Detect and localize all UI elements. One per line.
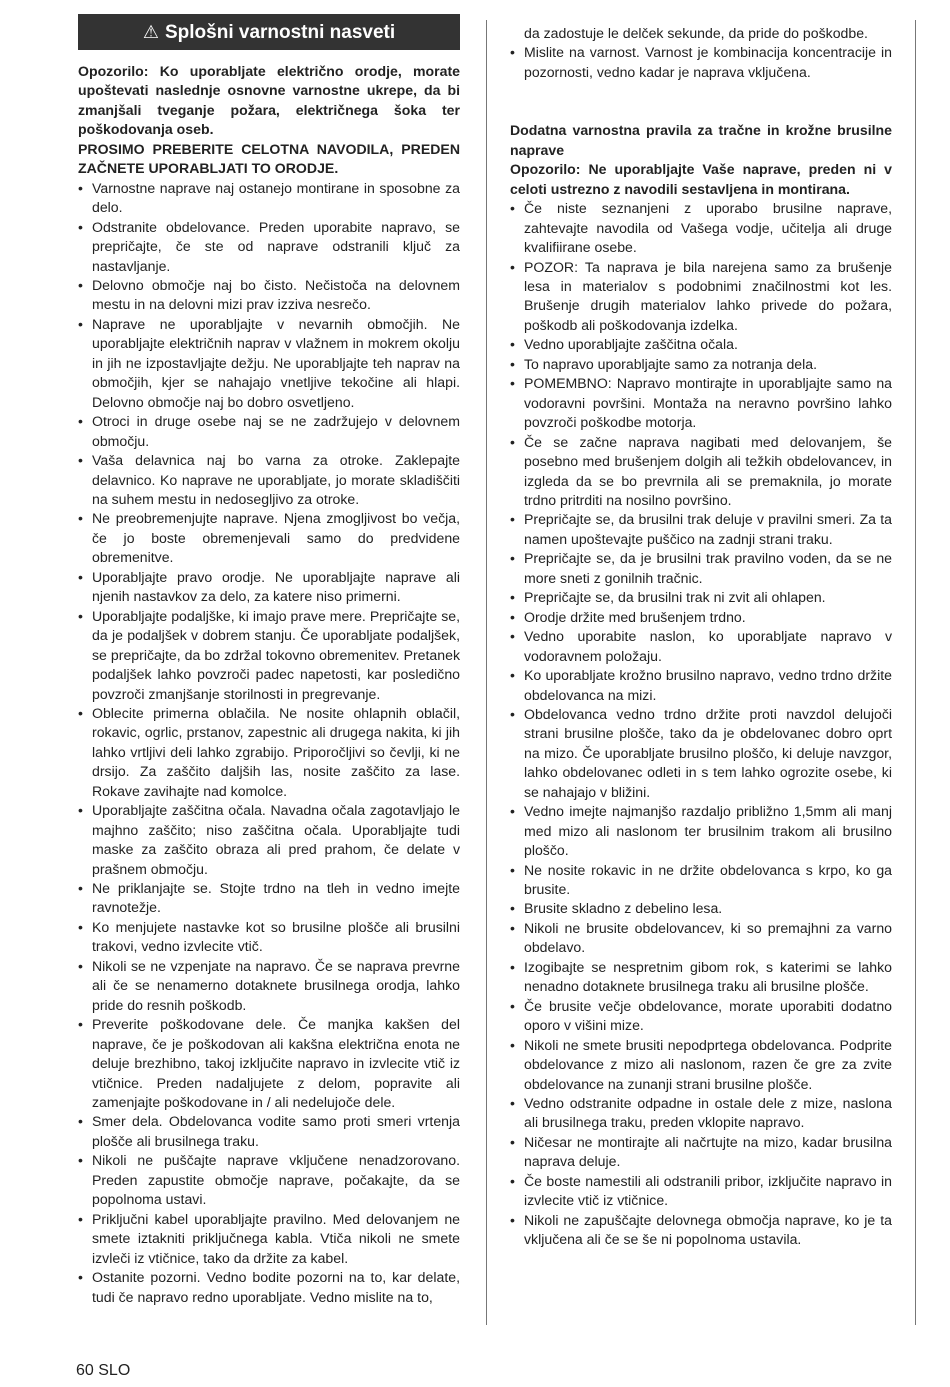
list-item: • Varnostne naprave naj ostanejo montirane in sposobne za delo. <box>78 179 460 218</box>
right-top-bullet-list <box>510 43 892 82</box>
right-bullet-list <box>510 199 892 1249</box>
left-column <box>78 14 460 1307</box>
list-item: • Nikoli ne brusite obdelovancev, ki so premajhni za varno obdelavo. <box>510 919 892 958</box>
continuation-text: da zadostuje le delček sekunde, da pride do poškodbe. <box>524 25 868 41</box>
list-item: • Ne priklanjajte se. Stojte trdno na tleh in vedno imejte ravnotežje. <box>78 879 460 918</box>
list-item: • Uporabljajte podaljške, ki imajo prave mere. Prepričajte se, da je podaljšek v dobrem stanju. Če uporabljate podaljšek, se prepričajte, da bo zdržal tokovno obremenitev. Pretanek podaljšek lahko povzroči padec napetosti, kar posledično povzroči zmanjšanje storilnosti in pregrevanje. <box>78 607 460 704</box>
right-column <box>510 24 892 1250</box>
list-item: • Oblecite primerna oblačila. Ne nosite ohlapnih oblačil, rokavic, ogrlic, prstanov, zapestnic ali drugega nakita, ki jih lahko vrtljivi deli lahko zgrabijo. Priporočljivi so čevlji, ki ne drsijo. Za zaščito daljših las, nosite zaščito za lase. Rokave zavihajte nad komolce. <box>78 704 460 801</box>
page-footer: 60 SLO <box>76 1362 131 1379</box>
column-divider-right <box>915 20 916 1325</box>
list-item: • Delovno območje naj bo čisto. Nečistoča na delovnem mestu in na delovni mizi prav izziva nesrečo. <box>78 276 460 315</box>
section-title-bar <box>78 14 460 50</box>
warning-triangle-icon: ⚠ <box>142 22 159 42</box>
list-item: • Obdelovanca vedno trdno držite proti navzdol delujoči strani brusilne plošče, tako da je obdelovanec dobro oprt na mizo. Če uporabljate brusilno ploščo, ki deluje navzgor, lahko obdelovanec odleti in s tem lahko ogrozite osebe, ki se nahajajo v bližini. <box>510 705 892 802</box>
list-item: • Ostanite pozorni. Vedno bodite pozorni na to, kar delate, tudi če napravo redno uporabljate. Vedno mislite na to, <box>78 1268 460 1307</box>
list-item: • Če niste seznanjeni z uporabo brusilne naprave, zahtevajte navodila od Vašega vodje, učitelja ali druge kvalifiirane osebe. <box>510 199 892 257</box>
list-item: • Vedno odstranite odpadne in ostale dele z mize, naslona ali brusilnega traku, preden vklopite napravo. <box>510 1094 892 1133</box>
section-title: Splošni varnostni nasveti <box>164 22 396 43</box>
list-item: • Preverite poškodovane dele. Če manjka kakšen del naprave, če je poškodovan ali kakšna električna enota ne deluje brezhibno, takoj izključite napravo in izvlecite vtič iz vtičnice. Preden nadaljujete z delom, popravite ali zamenjajte poškodovane in / ali nedelujoče dele. <box>78 1015 460 1112</box>
section-spacer <box>510 82 892 121</box>
list-item: • Ne nosite rokavic in ne držite obdelovanca s krpo, ko ga brusite. <box>510 861 892 900</box>
notice-paragraph: PROSIMO PREBERITE CELOTNA NAVODILA, PREDEN ZAČNETE UPORABLJATI TO ORODJE. <box>78 140 460 177</box>
list-item: • Ne preobremenjujte naprave. Njena zmogljivost bo večja, če jo boste obremenjevali samo do predvidene obremenitve. <box>78 509 460 567</box>
list-item: • Prepričajte se, da je brusilni trak pravilno voden, da se ne more sneti z gonilnih tračnic. <box>510 549 892 588</box>
list-item: • Ko uporabljate krožno brusilno napravo, vedno trdno držite obdelovanca na mizi. <box>510 666 892 705</box>
column-divider-left <box>486 20 487 1325</box>
list-item: • Uporabljajte pravo orodje. Ne uporabljajte naprave ali njenih nastavkov za delo, za katere niso primerni. <box>78 568 460 607</box>
list-item: • Smer dela. Obdelovanca vodite samo proti smeri vrtenja plošče ali brusilnega traku. <box>78 1112 460 1151</box>
list-item: • Naprave ne uporabljajte v nevarnih območjih. Ne uporabljajte električnih naprav v vlažnem in mokrem okolju in jih ne izpostavljajte dežju. Ne uporabljajte teh naprav na območjih, kjer se nahajajo vnetljive tekočine ali hlapi. Delovno območje naj bo dobro osvetljeno. <box>78 315 460 412</box>
list-item: • Odstranite obdelovance. Preden uporabite napravo, se prepričajte, če ste od naprave odstranili ključ za nastavljanje. <box>78 218 460 276</box>
list-item: • Če brusite večje obdelovance, morate uporabiti dodatno oporo v višini mize. <box>510 997 892 1036</box>
list-item: • Če boste namestili ali odstranili pribor, izključite napravo in izvlecite vtič iz vtičnice. <box>510 1172 892 1211</box>
list-item: • Vedno imejte najmanjšo razdaljo približno 1,5mm ali manj med mizo ali naslonom ter brusilnim trakom ali brusilno ploščo. <box>510 802 892 860</box>
list-item: • Če se začne naprava nagibati med delovanjem, še posebno med brušenjem dolgih ali težkih obdelovancev, in izgleda da se bo prevrnila ali se premaknila, jo morate trdno pritrditi na nosilno površino. <box>510 433 892 511</box>
list-item: • POMEMBNO: Napravo montirajte in uporabljajte samo na vodoravni površini. Montaža na neravno površino lahko povzroči poškodbe motorja. <box>510 374 892 432</box>
list-item: • Nikoli ne smete brusiti nepodprtega obdelovanca. Podprite obdelovance z mizo ali naslonom, razen če gre za zvite obdelovance na zunanji strani brusilne plošče. <box>510 1036 892 1094</box>
list-item: • POZOR: Ta naprava je bila narejena samo za brušenje lesa in materialov s podobnimi značilnostmi kot les. Brušenje drugih materialov lahko privede do požara, poškodb ali poškodovanja izdelka. <box>510 258 892 336</box>
list-item: • Prepričajte se, da brusilni trak deluje v pravilni smeri. Za ta namen upoštevajte puščico na zadnji strani traku. <box>510 510 892 549</box>
subsection-heading: Dodatna varnostna pravila za tračne in krožne brusilne naprave <box>510 122 892 158</box>
list-item: • Brusite skladno z debelino lesa. <box>510 899 892 918</box>
list-item: • Izogibajte se nespretnim gibom rok, s katerimi se lahko nenadno dotaknete brusilnega traku ali brusilne plošče. <box>510 958 892 997</box>
list-item: • Vedno uporabljajte zaščitna očala. <box>510 335 892 354</box>
list-item: • Nikoli se ne vzpenjate na napravo. Če se naprava prevrne ali če se nenamerno dotaknete brusilnega orodja, lahko pride do resnih poškodb. <box>78 957 460 1015</box>
list-item: • Vaša delavnica naj bo varna za otroke. Zaklepajte delavnico. Ko naprave ne uporabljate, jo morate skladiščiti na suhem mestu in nedosegljivo za otroke. <box>78 451 460 509</box>
list-item: • Mislite na varnost. Varnost je kombinacija koncentracije in pozornosti, vedno kadar je naprava vključena. <box>510 43 892 82</box>
list-item: • Otroci in druge osebe naj se ne zadržujejo v delovnem območju. <box>78 412 460 451</box>
list-item: • Nikoli ne puščajte naprave vključene nenadzorovano. Preden zapustite območje naprave, počakajte, da se popolnoma ustavi. <box>78 1151 460 1209</box>
warning-paragraph: Opozorilo: Ko uporabljate električno orodje, morate upoštevati naslednje osnovne varnostne ukrepe, da bi zmanjšali tveganje požara, električnega šoka ter poškodovanja oseb. <box>78 63 460 138</box>
list-item: • Orodje držite med brušenjem trdno. <box>510 608 892 627</box>
subsection-warning: Opozorilo: Ne uporabljajte Vaše naprave, preden ni v celoti ustrezno z navodili sestavljena in montirana. <box>510 161 892 197</box>
list-item: • Ko menjujete nastavke kot so brusilne plošče ali brusilni trakovi, vedno izvlecite vtič. <box>78 918 460 957</box>
list-item: • Vedno uporabite naslon, ko uporabljate napravo v vodoravnem položaju. <box>510 627 892 666</box>
list-item: • Uporabljajte zaščitna očala. Navadna očala zagotavljajo le majhno zaščito; niso zaščitna očala. Uporabljajte tudi maske za zaščito obraza ali pred prahom, če delate v prašnem območju. <box>78 801 460 879</box>
list-item: • To napravo uporabljajte samo za notranja dela. <box>510 355 892 374</box>
list-item: • Ničesar ne montirajte ali načrtujte na mizo, kadar brusilna naprava deluje. <box>510 1133 892 1172</box>
list-item: • Priključni kabel uporabljajte pravilno. Med delovanjem ne smete iztakniti priključnega kabla. Vtiča nikoli ne smete izvleči iz vtičnice, tako da držite za kabel. <box>78 1210 460 1268</box>
list-item: • Prepričajte se, da brusilni trak ni zvit ali ohlapen. <box>510 588 892 607</box>
list-item: • Nikoli ne zapuščajte delovnega območja naprave, ko je ta vključena ali če se še ni popolnoma ustavila. <box>510 1211 892 1250</box>
left-bullet-list <box>78 179 460 1307</box>
